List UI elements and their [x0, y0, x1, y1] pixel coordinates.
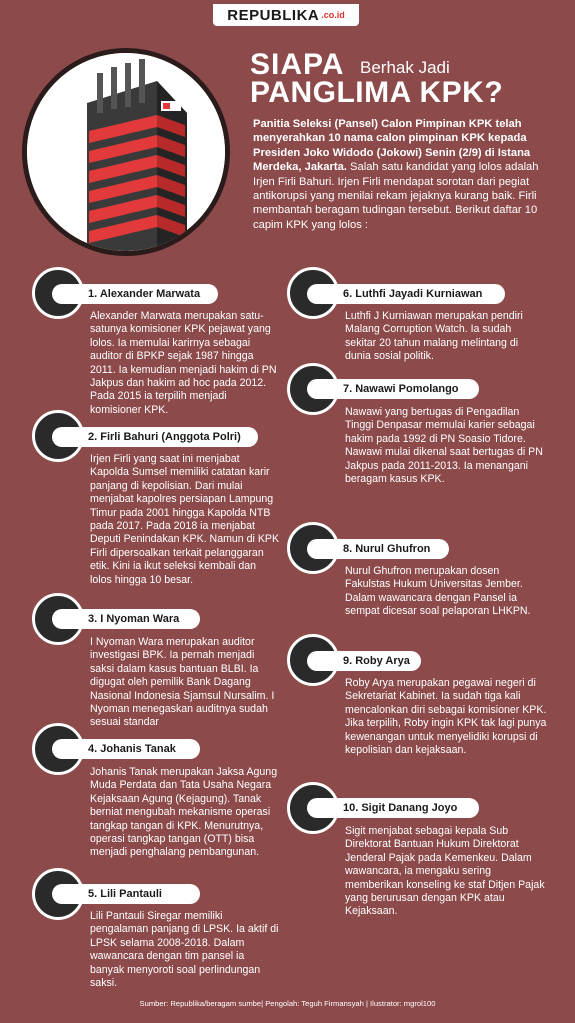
candidate-name: 6. Luthfi Jayadi Kurniawan: [307, 284, 505, 304]
candidate-desc: Sigit menjabat sebagai kepala Sub Direktorat Bantuan Hukum Direktorat Jenderal Pajak pada Kemenkeu. Dalam wawancara, ia mengaku sering memberikan konseling ke staf Ditjen Pajak yang berurusan dengan KPK atau Kejaksaan.: [345, 825, 545, 918]
candidate-desc: Irjen Firli yang saat ini menjabat Kapolda Sumsel memiliki catatan karir panjang di kepolisian. Dari mulai menjabat kapolres persiapan Lampung Timur pada 2001 hingga Kapolda NTB pada 2017. Pada 2018 ia menjabat Deputi Penindakan KPK. Namun di KPK Firli dipersoalkan terkait pelanggaran etik. Kini ia ikut seleksi kembali dan lolos hingga 10 besar.: [90, 453, 280, 586]
intro-body: Salah satu kandidat yang lolos adalah Irjen Firli Bahuri. Irjen Firli mendapat sorotan dari pegiat antikorupsi yang menilai rekam jejaknya kurang baik. Firli membantah beragam tudingan tersebut. Berikut daftar 10 capim KPK yang lolos :: [253, 161, 539, 231]
candidate-name: 3. I Nyoman Wara: [52, 609, 200, 629]
kpk-building-icon: [27, 53, 225, 251]
candidate-name: 8. Nurul Ghufron: [307, 539, 449, 559]
brand-domain: .co.id: [321, 10, 345, 20]
kpk-building-illustration: [22, 48, 230, 256]
candidate-name: 10. Sigit Danang Joyo: [307, 798, 479, 818]
candidate-name: 1. Alexander Marwata: [52, 284, 218, 304]
credits-footer: Sumber: Republika/beragam sumbe| Pengolah: Teguh Firmansyah | Ilustrator: mgrol100: [139, 999, 436, 1008]
intro-lead: Panitia Seleksi (Pansel) Calon Pimpinan KPK telah menyerahkan 10 nama calon pimpinan KPK kepada Presiden Joko Widodo (Jokowi) Senin (2/9) di Istana Merdeka, Jakarta.: [253, 118, 531, 174]
candidate-name: 4. Johanis Tanak: [52, 739, 200, 759]
candidate-desc: Alexander Marwata merupakan satu-satunya komisioner KPK pejawat yang lolos. Ia memulai karirnya sebagai auditor di BPKP sejak 1987 hingga 2011. Ia kemudian menjadi hakim di PN Jakpus dan hakim ad hoc pada 2012. Pada 2015 ia terpilih menjadi komisioner KPK.: [90, 310, 277, 416]
candidate-desc: Luthfi J Kurniawan merupakan pendiri Malang Corruption Watch. Ia sudah sekitar 20 tahun malang melintang di dunia sosial politik.: [345, 310, 523, 363]
candidate-name: 7. Nawawi Pomolango: [307, 379, 479, 399]
candidate-desc: Johanis Tanak merupakan Jaksa Agung Muda Perdata dan Tata Usaha Negara Kejaksaan Agung (Kejagung). Tanak berniat mengubah mekanisme operasi tangkap tangan di KPK. Menurutnya, operasi tangkap tangan (OTT) bisa menjadi penghalang pembangunan.: [90, 766, 278, 859]
candidate-desc: Roby Arya merupakan pegawai negeri di Sekretariat Kabinet. Ia sudah tiga kali mencalonkan diri sebagai komisioner KPK. Jika terpilih, Roby ingin KPK tak lagi punya kewenangan untuk menyelidiki korupsi di kepolisian dan kejaksaan.: [345, 677, 547, 757]
brand-logo: [213, 4, 359, 26]
candidate-desc: I Nyoman Wara merupakan auditor investigasi BPK. Ia pernah menjadi saksi dalam kasus bantuan BLBI. Ia digugat oleh pemilik Bank Dagang Nasional Indonesia Sjamsul Nursalim. I Nyoman menegaskan auditnya sudah sesuai standar: [90, 636, 275, 729]
intro-text: [253, 117, 553, 232]
candidate-name: 9. Roby Arya: [307, 651, 421, 671]
candidate-desc: Nurul Ghufron merupakan dosen Fakulstas Hukum Universitas Jember. Dalam wawancara dengan Pansel ia sempat dicesar soal pelaporan LHKPN.: [345, 565, 531, 618]
candidate-name: 5. Lili Pantauli: [52, 884, 200, 904]
page-title-line2: PANGLIMA KPK?: [250, 76, 504, 109]
candidate-desc: Nawawi yang bertugas di Pengadilan Tinggi Denpasar memulai karier sebagai hakim pada 1992 di PN Soasio Tidore. Nawawi mulai dikenal saat bertugas di PN Jakpus pada 2011-2013. Ia menangani beragam kasus KPK.: [345, 406, 543, 486]
candidate-name: 2. Firli Bahuri (Anggota Polri): [52, 427, 258, 447]
page-title-middle: Berhak Jadi: [360, 58, 450, 77]
page-title-line1: SIAPA: [250, 48, 345, 81]
candidate-desc: Lili Pantauli Siregar memiliki pengalaman panjang di LPSK. Ia aktif di LPSK selama 2008-2018. Dalam wawancara dengan tim pansel ia banyak menyoroti soal perlindungan saksi.: [90, 910, 279, 990]
brand-name: REPUBLIKA: [227, 6, 320, 24]
